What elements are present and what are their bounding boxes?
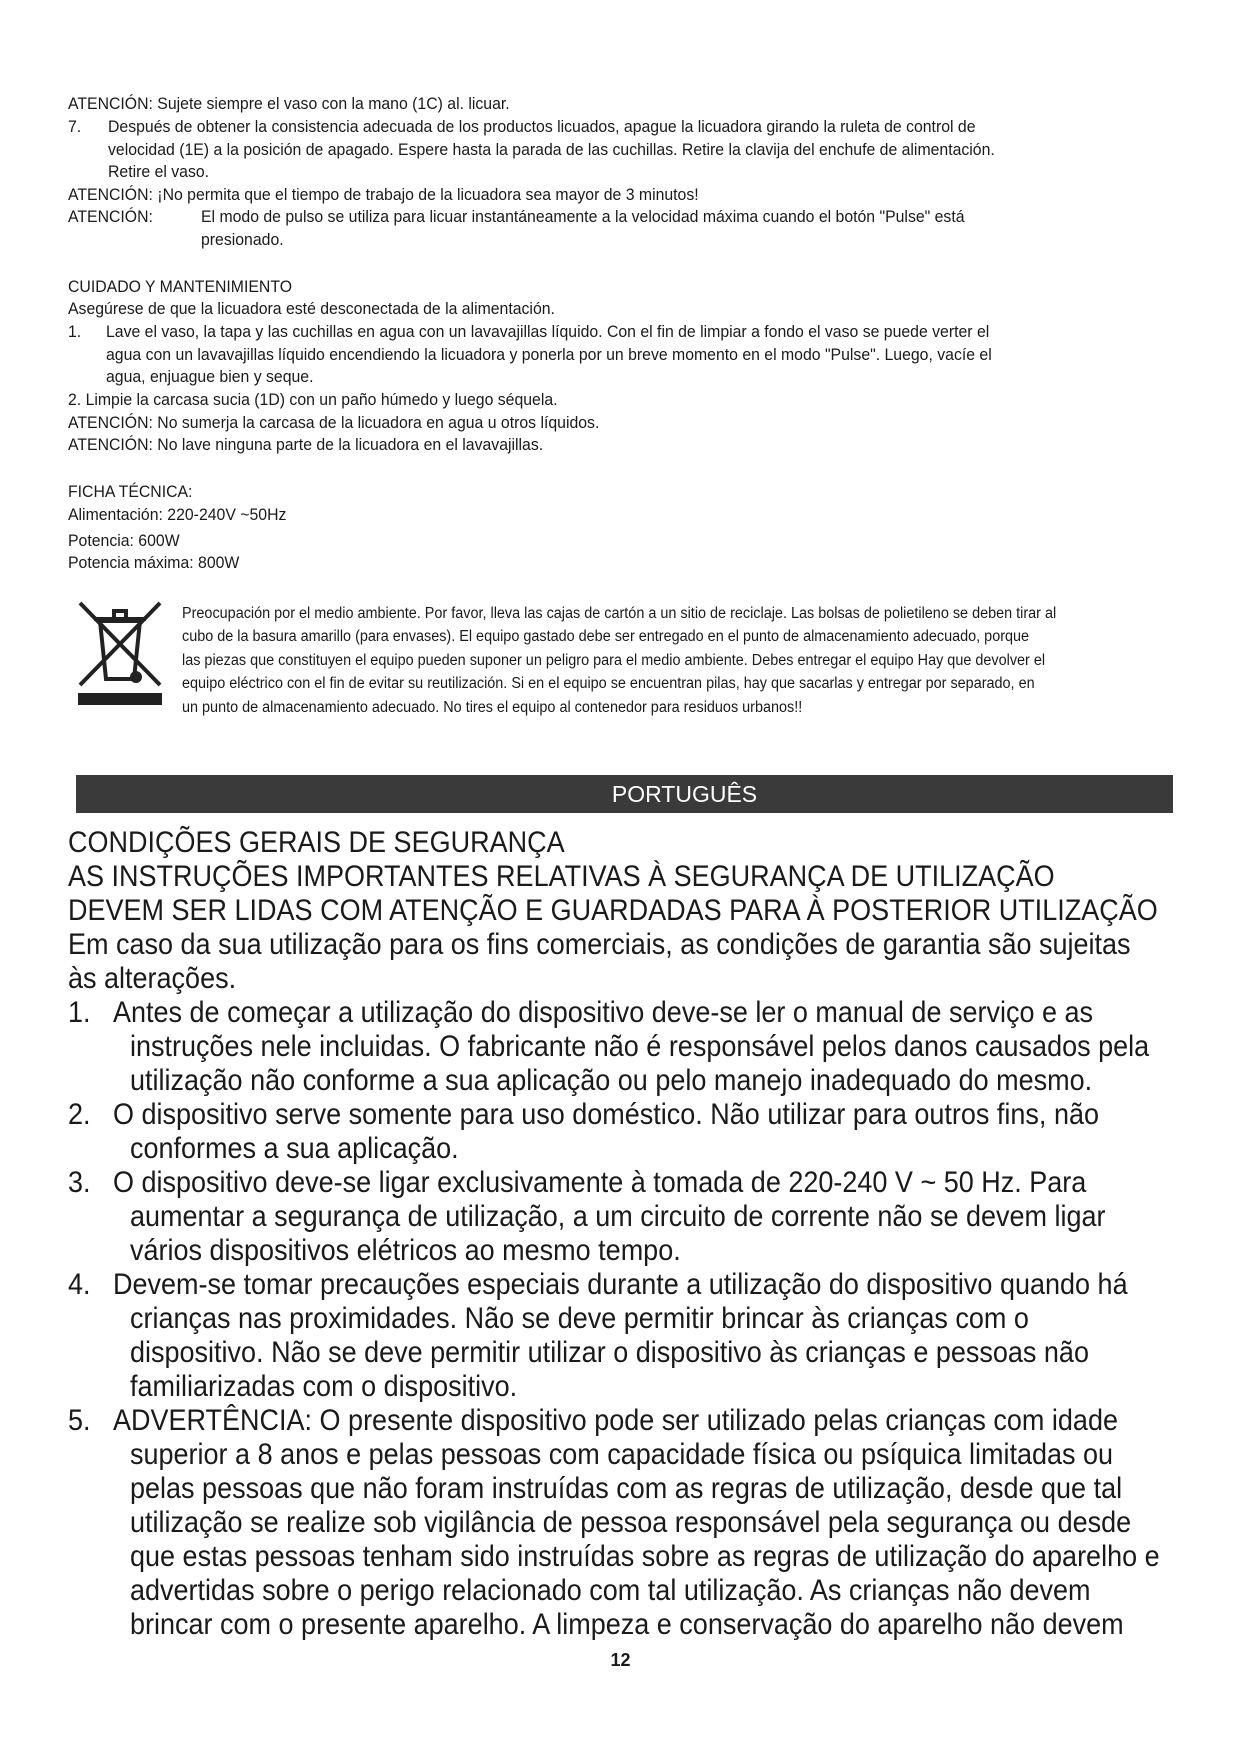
pt-item-5-line-5: que estas pessoas tenham sido instruídas sobre as regras de utilização do aparelho e xyxy=(130,1540,1160,1573)
es-attention-3-line-1: El modo de pulso se utiliza para licuar instantáneamente a la velocidad máxima cuando el botón "Pulse" está xyxy=(201,207,965,226)
pt-item-3-line-1: O dispositivo deve-se ligar exclusivamente à tomada de 220-240 V ~ 50 Hz. Para xyxy=(113,1166,1087,1199)
page-number: 12 xyxy=(610,1650,631,1670)
es-care-1-line-1: Lave el vaso, la tapa y las cuchillas en agua con un lavavajillas líquido. Con el fin de limpiar a fondo el vaso se puede verter el xyxy=(106,322,990,341)
pt-paragraph-line-2: às alterações. xyxy=(68,962,237,995)
es-env-line-3: las piezas que constituyen el equipo pueden suponer un peligro para el medio ambiente. Debes entregar el equipo Hay que devolver el xyxy=(182,652,1046,669)
pt-item-5-line-6: advertidas sobre o perigo relacionado com tal utilização. As crianças não devem xyxy=(130,1574,1091,1607)
es-spec-power: Potencia: 600W xyxy=(68,531,180,550)
pt-heading-3: DEVEM SER LIDAS COM ATENÇÃO E GUARDADAS PARA À POSTERIOR UTILIZAÇÃO xyxy=(68,894,1158,927)
es-attention-3-line-2: presionado. xyxy=(201,230,284,249)
es-care-title: CUIDADO Y MANTENIMIENTO xyxy=(68,277,293,296)
es-item-7-line-2: velocidad (1E) a la posición de apagado. Espere hasta la parada de las cuchillas. Retire la clavija del enchufe de alimentación. xyxy=(108,140,995,159)
pt-item-5-number: 5. xyxy=(68,1404,91,1437)
pt-item-4-number: 4. xyxy=(68,1268,91,1301)
pt-item-5-line-2: superior a 8 anos e pelas pessoas com capacidade física ou psíquica limitadas ou xyxy=(130,1438,1114,1471)
pt-item-3-line-3: vários dispositivos elétricos ao mesmo tempo. xyxy=(130,1234,681,1267)
pt-item-2-number: 2. xyxy=(68,1098,91,1131)
pt-item-1-line-2: instruções nele incluidas. O fabricante não é responsável pelos danos causados pela xyxy=(130,1030,1150,1063)
es-env-line-2: cubo de la basura amarillo (para envases). El equipo gastado debe ser entregado en el punto de almacenamiento adecuado, porque xyxy=(182,628,1030,645)
es-attention-2: ATENCIÓN: ¡No permita que el tiempo de trabajo de la licuadora sea mayor de 3 minutos! xyxy=(68,185,699,204)
pt-item-4-line-1: Devem-se tomar precauções especiais durante a utilização do dispositivo quando há xyxy=(113,1268,1128,1301)
pt-item-2-line-2: conformes a sua aplicação. xyxy=(130,1132,459,1165)
pt-item-4-line-4: familiarizadas com o dispositivo. xyxy=(130,1370,518,1403)
es-item-7-line-1: Después de obtener la consistencia adecuada de los productos licuados, apague la licuadora girando la ruleta de control de xyxy=(108,117,976,136)
es-care-2: 2. Limpie la carcasa sucia (1D) con un paño húmedo y luego séquela. xyxy=(68,390,558,409)
es-attention-4: ATENCIÓN: No sumerja la carcasa de la licuadora en agua u otros líquidos. xyxy=(68,413,600,432)
es-env-line-1: Preocupación por el medio ambiente. Por favor, lleva las cajas de cartón a un sitio de reciclaje. Las bolsas de polietileno se deben tirar al xyxy=(182,605,1057,622)
es-care-1-line-2: agua con un lavavajillas líquido encendiendo la licuadora y ponerla por un breve momento en el modo "Pulse". Luego, vacíe el xyxy=(106,345,992,364)
weee-bin-icon xyxy=(74,595,166,705)
pt-item-3-number: 3. xyxy=(68,1166,91,1199)
pt-heading-2: AS INSTRUÇÕES IMPORTANTES RELATIVAS À SEGURANÇA DE UTILIZAÇÃO xyxy=(68,860,1055,893)
es-care-1-number: 1. xyxy=(68,322,82,341)
es-spec-max-power: Potencia máxima: 800W xyxy=(68,553,240,572)
pt-item-5-line-3: pelas pessoas que não foram instruídas com as regras de utilização, desde que tal xyxy=(130,1472,1123,1505)
pt-item-1-number: 1. xyxy=(68,996,91,1029)
pt-heading-1: CONDIÇÕES GERAIS DE SEGURANÇA xyxy=(68,826,565,859)
es-attention-5: ATENCIÓN: No lave ninguna parte de la licuadora en el lavavajillas. xyxy=(68,435,544,454)
section-header-label: PORTUGUÊS xyxy=(611,781,758,807)
es-attention-3-label: ATENCIÓN: xyxy=(68,207,153,226)
pt-item-4-line-2: crianças nas proximidades. Não se deve permitir brincar às crianças com o xyxy=(130,1302,1029,1335)
pt-item-4-line-3: dispositivo. Não se deve permitir utilizar o dispositivo às crianças e pessoas não xyxy=(130,1336,1089,1369)
pt-paragraph-line-1: Em caso da sua utilização para os fins comerciais, as condições de garantia são sujeitas xyxy=(68,928,1131,961)
pt-item-1-line-3: utilização não conforme a sua aplicação ou pelo manejo inadequado do mesmo. xyxy=(130,1064,1093,1097)
section-header-portuguese xyxy=(76,775,1173,813)
es-spec-title: FICHA TÉCNICA: xyxy=(68,482,193,501)
es-attention-1: ATENCIÓN: Sujete siempre el vaso con la mano (1C) al. licuar. xyxy=(68,94,510,113)
pt-item-5-line-4: utilização se realize sob vigilância de pessoa responsável pela segurança ou desde xyxy=(130,1506,1132,1539)
pt-item-2-line-1: O dispositivo serve somente para uso doméstico. Não utilizar para outros fins, não xyxy=(113,1098,1099,1131)
es-env-line-4: equipo eléctrico con el fin de evitar su reutilización. Si en el equipo se encuentran pilas, hay que sacarlas y entregar por separado, en xyxy=(182,675,1035,692)
es-spec-power-supply: Alimentación: 220-240V ~50Hz xyxy=(68,505,287,524)
pt-item-3-line-2: aumentar a segurança de utilização, a um circuito de corrente não se devem ligar xyxy=(130,1200,1106,1233)
pt-item-1-line-1: Antes de começar a utilização do dispositivo deve-se ler o manual de serviço e as xyxy=(113,996,1094,1029)
es-care-1-line-3: agua, enjuague bien y seque. xyxy=(106,367,314,386)
es-env-line-5: un punto de almacenamiento adecuado. No tires el equipo al contenedor para residuos urbanos!! xyxy=(182,699,803,716)
es-item-7-line-3: Retire el vaso. xyxy=(108,162,210,181)
pt-item-5-line-7: brincar com o presente aparelho. A limpeza e conservação do aparelho não devem xyxy=(130,1608,1124,1641)
es-item-7-number: 7. xyxy=(68,117,82,136)
es-care-intro: Asegúrese de que la licuadora esté desconectada de la alimentación. xyxy=(68,299,555,318)
pt-item-5-line-1: ADVERTÊNCIA: O presente dispositivo pode ser utilizado pelas crianças com idade xyxy=(113,1404,1118,1437)
